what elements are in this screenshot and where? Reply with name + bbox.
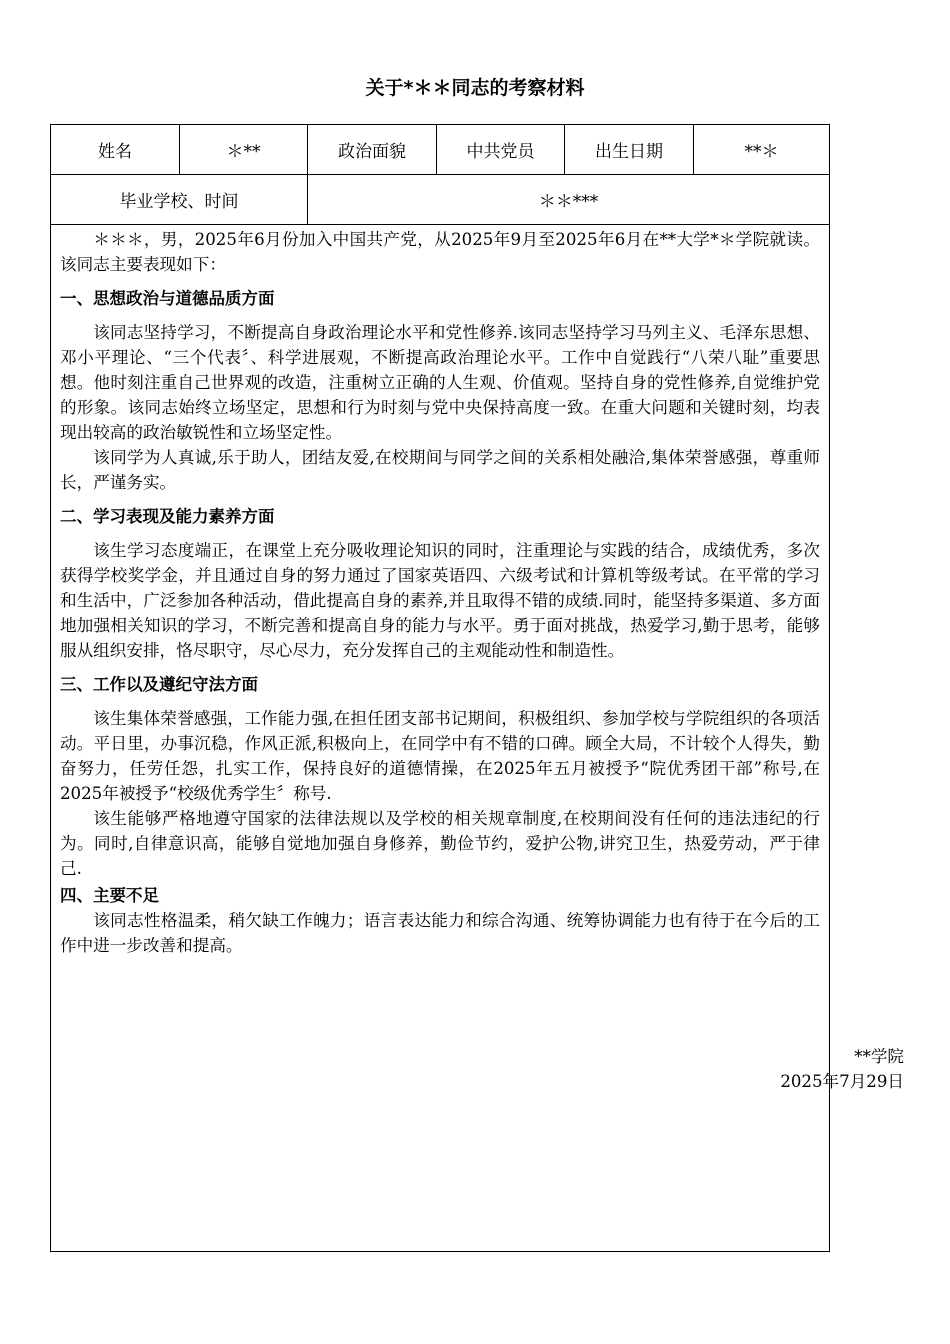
basic-info-table [50, 124, 830, 225]
info-row-personal [51, 125, 830, 175]
section-heading-ideology: 一、思想政治与道德品质方面 [60, 289, 275, 308]
info-row-school [51, 175, 830, 225]
section-ideology-paragraph-2: 该同学为人真诚,乐于助人，团结友爱,在校期间与同学之间的关系相处融洽,集体荣誉感强，尊重师长，严谨务实。 [60, 448, 820, 492]
document-title: 关于*＊＊同志的考察材料 [365, 77, 585, 99]
section-heading-study: 二、学习表现及能力素养方面 [60, 507, 275, 526]
closing-signature [780, 1044, 904, 1094]
birth-date-value: **＊ [694, 125, 830, 175]
signing-date: 2025年7月29日 [780, 1072, 904, 1091]
politics-value: 中共党员 [437, 125, 565, 175]
section-heading-work: 三、工作以及遵纪守法方面 [60, 675, 258, 694]
school-value: ＊＊*** [308, 175, 830, 225]
politics-label: 政治面貌 [308, 125, 437, 175]
birth-date-label: 出生日期 [565, 125, 694, 175]
review-form-frame [50, 124, 830, 1252]
section-ideology-paragraph-1: 该同志坚持学习，不断提高自身政治理论水平和党性修养.该同志坚持学习马列主义、毛泽东思想、邓小平理论、“三个代表〞、科学进展观，不断提高政治理论水平。工作中自觉践行“八荣八耻”重要思想。他时刻注重自己世界观的改造，注重树立正确的人生观、价值观。坚持自身的党性修养,自觉维护党的形象。该同志始终立场坚定，思想和行为时刻与党中央保持高度一致。在重大问题和关键时刻，均表现出较高的政治敏锐性和立场坚定性。 [60, 323, 820, 442]
section-study-paragraph-1: 该生学习态度端正，在课堂上充分吸收理论知识的同时，注重理论与实践的结合，成绩优秀，多次获得学校奖学金，并且通过自身的努力通过了国家英语四、六级考试和计算机等级考试。在平常的学习和生活中，广泛参加各种活动，借此提高自身的素养,并且取得不错的成绩.同时，能坚持多渠道、多方面地加强相关知识的学习，不断完善和提高自身的能力与水平。勇于面对挑战，热爱学习,勤于思考，能够服从组织安排，恪尽职守，尽心尽力，充分发挥自己的主观能动性和制造性。 [60, 541, 820, 660]
name-value: ＊** [180, 125, 308, 175]
section-work-paragraph-1: 该生集体荣誉感强，工作能力强,在担任团支部书记期间，积极组织、参加学校与学院组织的各项活动。平日里，办事沉稳，作风正派,积极向上，在同学中有不错的口碑。顾全大局，不计较个人得失，勤奋努力，任劳任怨，扎实工作，保持良好的道德情操，在2025年五月被授予“院优秀团干部”称号,在2025年被授予“校级优秀学生〞称号. [60, 709, 820, 803]
school-label: 毕业学校、时间 [51, 175, 308, 225]
review-body [60, 227, 820, 958]
section-shortcomings-paragraph-1: 该同志性格温柔，稍欠缺工作魄力；语言表达能力和综合沟通、统筹协调能力也有待于在今后的工作中进一步改善和提高。 [60, 911, 820, 955]
signing-organization: **学院 [854, 1047, 904, 1066]
intro-paragraph: ＊＊＊，男，2025年6月份加入中国共产党，从2025年9月至2025年6月在**大学*＊学院就读。该同志主要表现如下： [60, 230, 820, 274]
section-work-paragraph-2: 该生能够严格地遵守国家的法律法规以及学校的相关规章制度,在校期间没有任何的违法违纪的行为。同时,自律意识高，能够自觉地加强自身修养，勤俭节约，爱护公物,讲究卫生，热爱劳动，严于律己. [60, 809, 820, 878]
name-label: 姓名 [51, 125, 180, 175]
section-heading-shortcomings: 四、主要不足 [60, 886, 159, 905]
